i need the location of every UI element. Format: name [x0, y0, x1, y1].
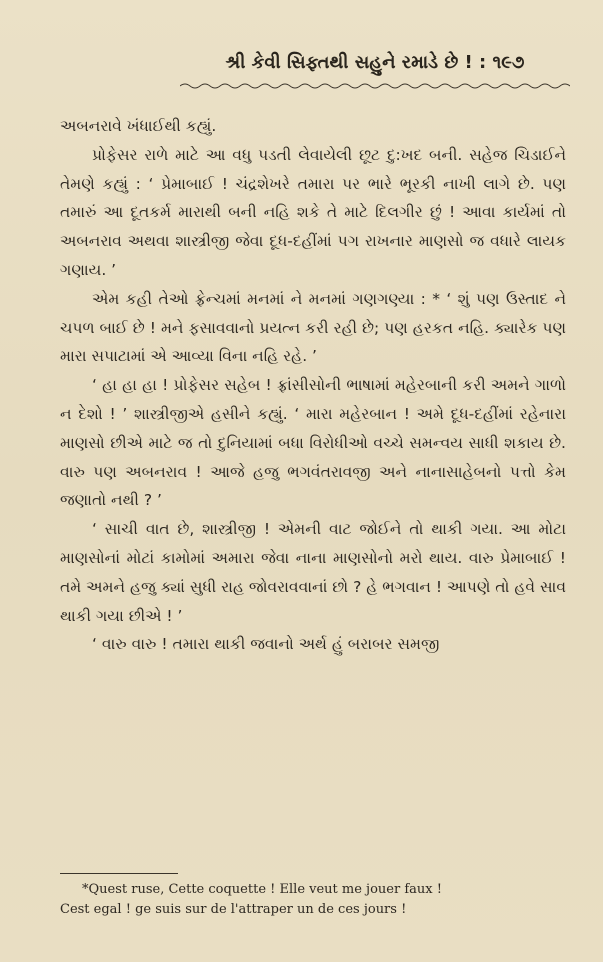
footnote-divider [60, 873, 178, 874]
body-text [60, 112, 566, 659]
running-header [180, 52, 570, 96]
paragraph: ‘ વારુ વારુ ! તમારા થાકી જવાનો અર્થ હું બરાબર સમજી [92, 635, 440, 654]
footnote-line: *Quest ruse, Cette coquette ! Elle veut me jouer faux ! [82, 882, 442, 897]
paragraph: ‘ હા હા હા ! પ્રોફેસર સહેબ ! ફ્રાંસીસોની ભાષામાં મહેરબાની કરી અમને ગાળો ન દેશો ! ’ શાસ્ત્રીજીએ હસીને કહ્યું. ‘ મારા મહેરબાન ! અમે દૂધ-દહીંમાં રહેનારા માણસો છીએ માટે જ તો દુનિયામાં બધા વિરોધીઓ વચ્ચે સમન્વય સાધી શકાય છે. વારુ પણ અબનરાવ ! આજે હજુ ભગવંતરાવજી અને નાનાસાહેબનો પત્તો કેમ જણાતો નથી ? ’ [60, 376, 566, 510]
paragraph: એમ કહી તેઓ ફ્રેન્ચમાં મનમાં ને મનમાં ગણગણ્યા : * ‘ શું પણ ઉસ્તાદ ને ચપળ બાઈ છે ! મને ફસાવવાનો પ્રયત્ન કરી રહી છે; પણ હરકત નહિ. ક્યારેક પણ મારા સપાટામાં એ આવ્યા વિના નહિ રહે. ’ [60, 289, 566, 366]
footnote [60, 880, 570, 920]
header-title: શ્રી કેવી સિફ્તથી સહુને રમાડે છે ! : ૧૯૭ [225, 52, 525, 73]
paragraph: પ્રોફેસર રાળે માટે આ વધુ પડતી લેવાયેલી છૂટ દુ:ખદ બની. સહેજ ચિડાઈને તેમણે કહ્યું : ‘ પ્રેમાબાઈ ! ચંદ્રશેખરે તમારા પર ભારે ભૂરકી નાખી લાગે છે. પણ તમારું આ દૂતકર્મ મારાથી બની નહિ શકે તે માટે દિલગીર છું ! આવા કાર્યમાં તો અબનરાવ અથવા શાસ્ત્રીજી જેવા દૂધ-દહીંમાં પગ રાખનાર માણસો જ વધારે લાયક ગણાય. ’ [60, 145, 566, 279]
paragraph: અબનરાવે ખંધાઈથી કહ્યું. [60, 117, 217, 135]
paragraph: ‘ સાચી વાત છે, શાસ્ત્રીજી ! એમની વાટ જોઈને તો થાકી ગયા. આ મોટા માણસોનાં મોટાં કામોમાં અમારા જેવા નાના માણસોનો મરો થાય. વારુ પ્રેમાબાઈ ! તમે અમને હજુ ક્યાં સુધી રાહ જોવરાવવાનાં છો ? હે ભગવાન ! આપણે તો હવે સાવ થાકી ગયા છીએ ! ’ [60, 520, 566, 625]
footnote-line: Cest egal ! ge suis sur de l'attraper un de ces jours ! [60, 902, 407, 917]
header-wavy-rule [180, 82, 570, 90]
